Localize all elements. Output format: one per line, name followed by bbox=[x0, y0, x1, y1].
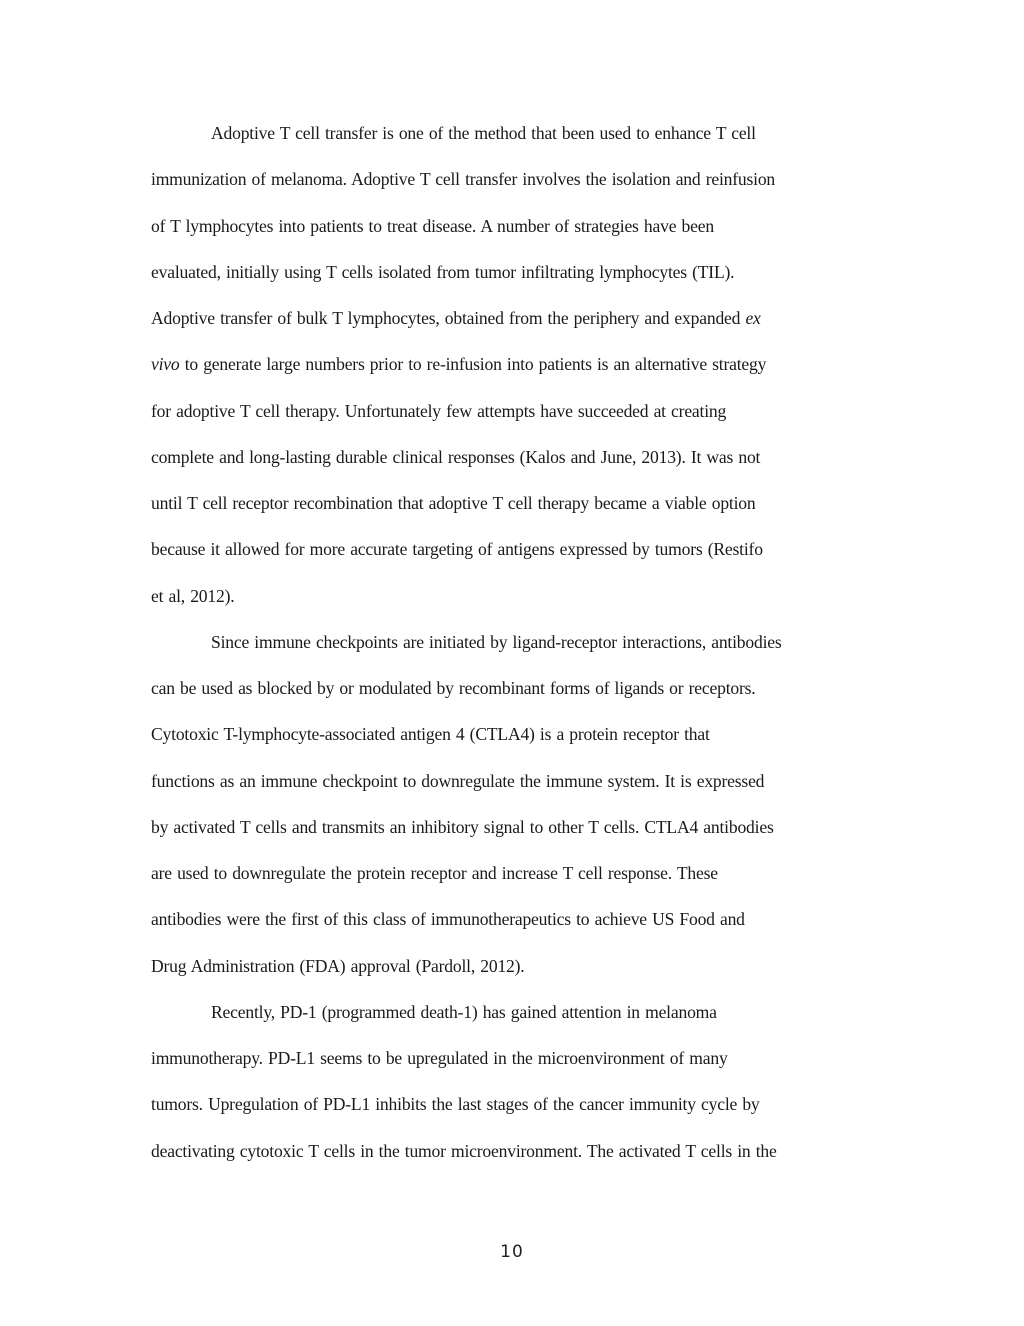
paragraph-2-line-3: Cytotoxic T-lymphocyte-associated antigen 4 (CTLA4) is a protein receptor that bbox=[151, 724, 710, 745]
paragraph-1-line-11: et al, 2012). bbox=[151, 585, 235, 606]
paragraph-2-line-7: antibodies were the first of this class of immunotherapeutics to achieve US Food and bbox=[151, 909, 745, 930]
body-text bbox=[151, 113, 876, 1177]
paragraph-2-line-5: by activated T cells and transmits an inhibitory signal to other T cells. CTLA4 antibodies bbox=[151, 816, 774, 837]
paragraph-1-line-8: complete and long-lasting durable clinical responses (Kalos and June, 2013). It was not bbox=[151, 446, 761, 467]
paragraph-1-line-1: Adoptive T cell transfer is one of the method that been used to enhance T cell bbox=[211, 123, 756, 143]
paragraph-2-line-4: functions as an immune checkpoint to downregulate the immune system. It is expressed bbox=[151, 770, 765, 791]
paragraph-1-line-2: immunization of melanoma. Adoptive T cell transfer involves the isolation and reinfusion bbox=[151, 169, 776, 190]
paragraph-1-line-3: of T lymphocytes into patients to treat disease. A number of strategies have been bbox=[151, 215, 714, 236]
paragraph-3-line-1: Recently, PD-1 (programmed death-1) has gained attention in melanoma bbox=[211, 1001, 717, 1022]
italic-ex: ex bbox=[745, 308, 761, 328]
paragraph-3-line-3: tumors. Upregulation of PD-L1 inhibits the last stages of the cancer immunity cycle by bbox=[151, 1094, 760, 1115]
paragraph-1-line-10: because it allowed for more accurate targeting of antigens expressed by tumors (Restifo bbox=[151, 539, 763, 560]
paragraph-2-line-1: Since immune checkpoints are initiated by ligand-receptor interactions, antibodies bbox=[211, 631, 782, 652]
paragraph-1-line-4: evaluated, initially using T cells isolated from tumor infiltrating lymphocytes (TIL). bbox=[151, 261, 735, 282]
paragraph-2-line-8: Drug Administration (FDA) approval (Pardoll, 2012). bbox=[151, 955, 525, 976]
italic-vivo: vivo bbox=[151, 354, 180, 375]
paragraph-1-line-7: for adoptive T cell therapy. Unfortunately few attempts have succeeded at creating bbox=[151, 400, 727, 421]
paragraph-1-line-5: Adoptive transfer of bulk T lymphocytes, obtained from the periphery and expanded ex bbox=[151, 308, 761, 328]
paragraph-1-line-6: vivo to generate large numbers prior to re-infusion into patients is an alternative strategy bbox=[151, 354, 767, 375]
paragraph-3-line-4: deactivating cytotoxic T cells in the tumor microenvironment. The activated T cells in the bbox=[151, 1140, 777, 1161]
paragraph-3-line-2: immunotherapy. PD-L1 seems to be upregulated in the microenvironment of many bbox=[151, 1048, 728, 1068]
paragraph-2-line-2: can be used as blocked by or modulated by recombinant forms of ligands or receptors. bbox=[151, 678, 756, 698]
paragraph-1-line-9: until T cell receptor recombination that adoptive T cell therapy became a viable option bbox=[151, 493, 756, 513]
paragraph-2-line-6: are used to downregulate the protein receptor and increase T cell response. These bbox=[151, 863, 718, 883]
page-number: 10 bbox=[500, 1242, 524, 1262]
